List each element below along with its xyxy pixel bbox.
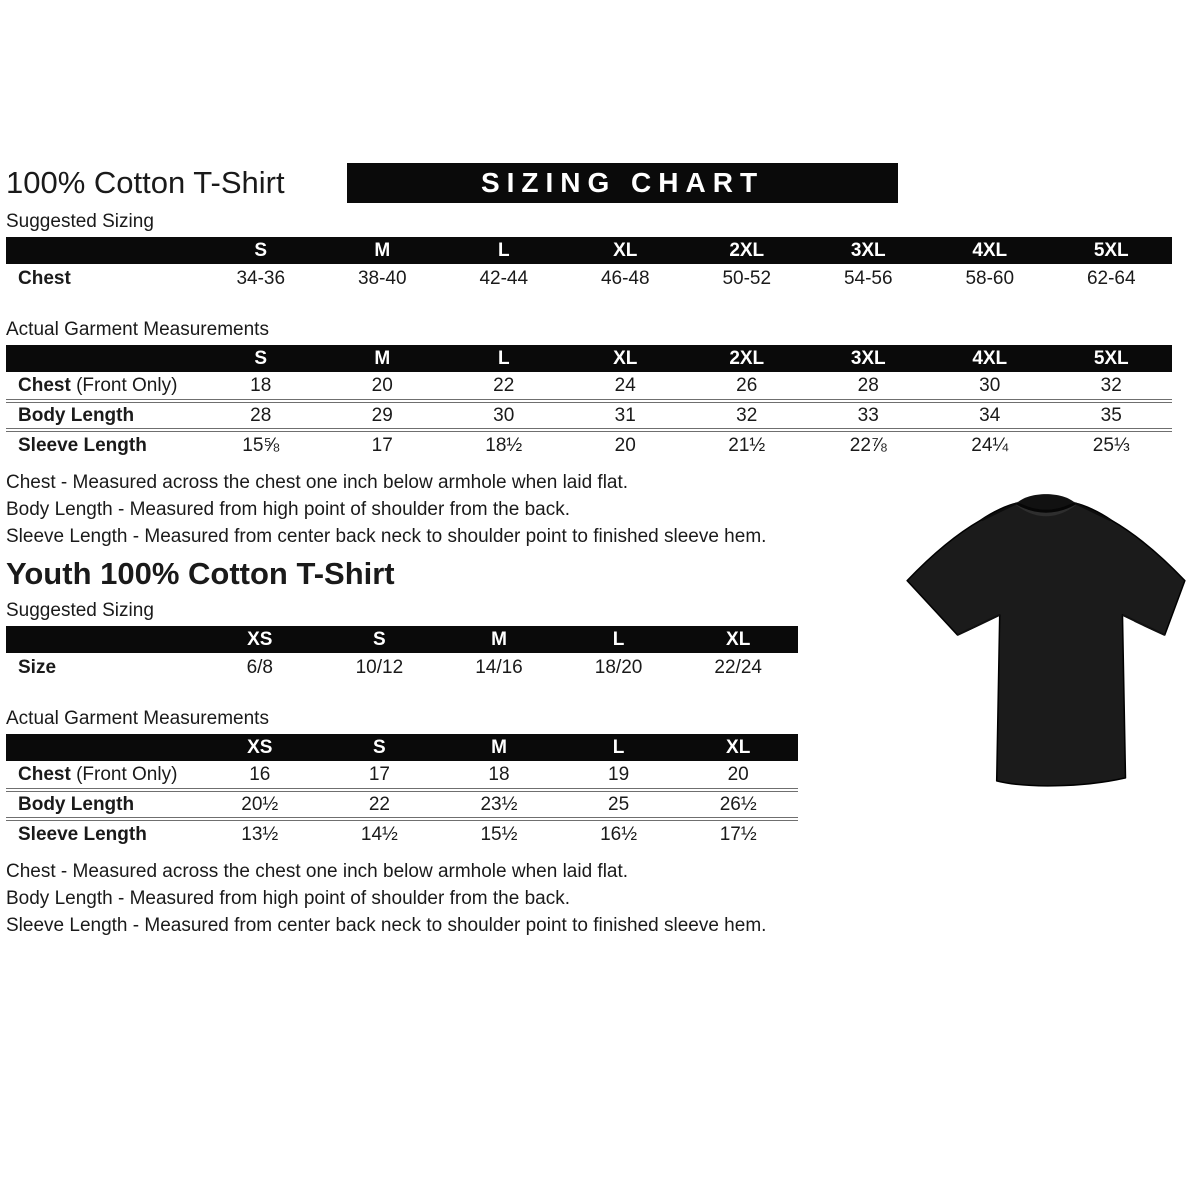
measurement-cell: 46-48 [600, 267, 650, 289]
measurement-cell: 14/16 [475, 656, 523, 678]
measurement-cell: 26 [736, 374, 758, 396]
measurement-note: Sleeve Length - Measured from center back neck to shoulder point to finished sleeve hem. [6, 526, 767, 547]
size-column-header: L [559, 734, 679, 761]
measurement-cell: 22 [320, 790, 440, 819]
measurement-cell: 14½ [320, 819, 440, 848]
measurement-cell: 31 [565, 401, 687, 430]
measurement-cell: 50-52 [722, 267, 772, 289]
size-column-header: 5XL [1051, 345, 1173, 372]
row-label: Body Length [6, 401, 200, 430]
measurement-cell: 32 [1100, 374, 1122, 396]
table-row [6, 264, 1172, 293]
size-column-header: S [320, 626, 440, 653]
measurement-cell: 24¼ [929, 430, 1051, 459]
measurement-cell: 13½ [200, 819, 320, 848]
corner-cell [6, 345, 200, 372]
measurement-cell: 32 [686, 401, 808, 430]
measurement-note: Body Length - Measured from high point of shoulder from the back. [6, 499, 570, 520]
tshirt-graphic [895, 478, 1197, 800]
measurement-cell: 6/8 [246, 656, 273, 678]
size-column-header: 5XL [1051, 237, 1173, 264]
measurement-cell: 29 [322, 401, 444, 430]
size-column-header: XS [200, 626, 320, 653]
size-column-header: M [439, 626, 559, 653]
table-row [6, 430, 1172, 459]
size-column-header: 2XL [686, 237, 808, 264]
size-column-header: M [439, 734, 559, 761]
youth-suggested-sizing-table [6, 626, 798, 682]
table-row [6, 653, 798, 682]
size-column-header: L [559, 626, 679, 653]
measurement-cell: 20 [565, 430, 687, 459]
size-column-header: 3XL [808, 345, 930, 372]
measurement-cell: 26½ [678, 790, 798, 819]
measurement-cell: 15⅝ [200, 430, 322, 459]
measurement-cell: 34-36 [236, 267, 286, 289]
size-column-header: XS [200, 734, 320, 761]
corner-cell [6, 734, 200, 761]
measurement-cell: 62-64 [1086, 267, 1136, 289]
measurement-cell: 20 [371, 374, 393, 396]
measurement-cell: 10/12 [355, 656, 404, 678]
size-column-header: S [200, 345, 322, 372]
measurement-cell: 30 [443, 401, 565, 430]
measurement-note: Chest - Measured across the chest one inch below armhole when laid flat. [6, 472, 629, 493]
table-row [6, 372, 1172, 401]
measurement-cell: 17½ [678, 819, 798, 848]
table-header-row [6, 237, 1172, 264]
measurement-cell: 28 [857, 374, 879, 396]
measurement-cell: 15½ [439, 819, 559, 848]
measurement-cell: 54-56 [843, 267, 893, 289]
youth-actual-measurements-table [6, 734, 798, 848]
measurement-note: Body Length - Measured from high point of shoulder from the back. [6, 888, 570, 909]
measurement-cell: 22⅞ [808, 430, 930, 459]
measurement-cell: 19 [608, 763, 630, 785]
youth-suggested-sizing-label: Suggested Sizing [6, 600, 154, 621]
measurement-cell: 25 [559, 790, 679, 819]
size-column-header: 3XL [808, 237, 930, 264]
youth-measurement-notes [6, 858, 1200, 939]
measurement-cell: 18 [250, 374, 272, 396]
size-column-header: XL [565, 345, 687, 372]
measurement-cell: 25⅓ [1051, 430, 1173, 459]
measurement-cell: 20 [727, 763, 749, 785]
measurement-cell: 17 [322, 430, 444, 459]
measurement-cell: 22 [493, 374, 515, 396]
header-row [6, 163, 1200, 203]
measurement-cell: 35 [1051, 401, 1173, 430]
adult-actual-measurements-table [6, 345, 1172, 459]
black-tshirt-image [895, 478, 1197, 800]
measurement-cell: 30 [979, 374, 1001, 396]
measurement-cell: 58-60 [965, 267, 1015, 289]
size-column-header: XL [565, 237, 687, 264]
size-column-header: M [322, 345, 444, 372]
measurement-cell: 16½ [559, 819, 679, 848]
measurement-cell: 34 [929, 401, 1051, 430]
adult-suggested-sizing-table [6, 237, 1172, 293]
measurement-cell: 16 [249, 763, 271, 785]
measurement-cell: 28 [200, 401, 322, 430]
size-column-header: XL [678, 734, 798, 761]
measurement-cell: 22/24 [714, 656, 762, 678]
measurement-cell: 17 [368, 763, 390, 785]
size-column-header: 4XL [929, 345, 1051, 372]
measurement-cell: 21½ [686, 430, 808, 459]
table-header-row [6, 345, 1172, 372]
row-label: Chest (Front Only) [18, 763, 178, 785]
youth-actual-measurements-label: Actual Garment Measurements [6, 708, 269, 729]
table-row [6, 761, 798, 790]
size-column-header: S [320, 734, 440, 761]
row-label: Chest (Front Only) [18, 374, 178, 396]
measurement-note: Sleeve Length - Measured from center back neck to shoulder point to finished sleeve hem. [6, 915, 767, 936]
row-label: Chest [18, 267, 71, 289]
row-label: Sleeve Length [6, 819, 200, 848]
size-column-header: S [200, 237, 322, 264]
adult-suggested-sizing-label: Suggested Sizing [6, 211, 154, 232]
measurement-cell: 20½ [200, 790, 320, 819]
corner-cell [6, 237, 200, 264]
youth-title: Youth 100% Cotton T-Shirt [6, 556, 395, 591]
size-column-header: XL [678, 626, 798, 653]
table-header-row [6, 734, 798, 761]
measurement-cell: 18 [488, 763, 510, 785]
page-title: 100% Cotton T-Shirt [6, 165, 285, 200]
measurement-cell: 18½ [443, 430, 565, 459]
row-label: Body Length [6, 790, 200, 819]
adult-actual-measurements-label: Actual Garment Measurements [6, 319, 269, 340]
corner-cell [6, 626, 200, 653]
measurement-cell: 42-44 [479, 267, 529, 289]
size-column-header: 2XL [686, 345, 808, 372]
measurement-cell: 23½ [439, 790, 559, 819]
measurement-cell: 38-40 [357, 267, 407, 289]
measurement-note: Chest - Measured across the chest one inch below armhole when laid flat. [6, 861, 629, 882]
table-row [6, 790, 798, 819]
size-column-header: 4XL [929, 237, 1051, 264]
table-row [6, 401, 1172, 430]
size-column-header: L [443, 345, 565, 372]
measurement-cell: 24 [614, 374, 636, 396]
table-row [6, 819, 798, 848]
sizing-chart-banner: SIZING CHART [347, 163, 898, 203]
row-label: Size [18, 656, 57, 678]
row-label: Sleeve Length [6, 430, 200, 459]
measurement-cell: 18/20 [594, 656, 643, 678]
measurement-cell: 33 [808, 401, 930, 430]
size-column-header: M [322, 237, 444, 264]
size-column-header: L [443, 237, 565, 264]
table-header-row [6, 626, 798, 653]
